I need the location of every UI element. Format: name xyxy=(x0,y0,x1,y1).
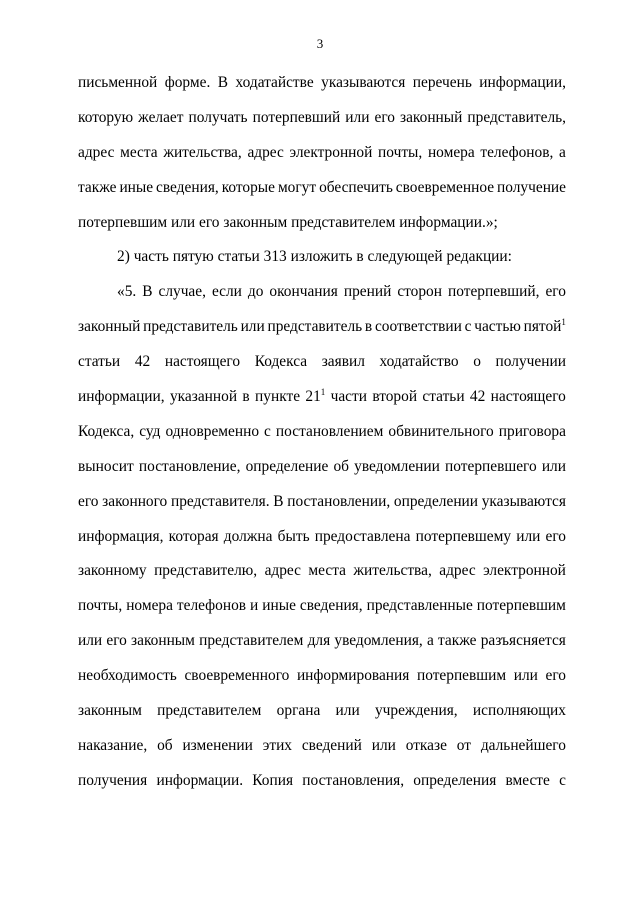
word: которая xyxy=(168,527,219,545)
text-line xyxy=(78,554,566,589)
word: разъясняется xyxy=(480,632,566,650)
word: или xyxy=(513,667,538,685)
word: предоставлена xyxy=(314,527,411,545)
word: постановление, xyxy=(138,457,241,475)
word: информации, xyxy=(78,388,165,406)
word: должна xyxy=(223,527,273,545)
word: этих xyxy=(262,736,292,754)
word: с xyxy=(264,422,271,440)
word: суд xyxy=(139,422,161,440)
word: его xyxy=(545,667,566,685)
word: если xyxy=(211,283,242,301)
word: окончания xyxy=(269,283,338,301)
text-line xyxy=(78,380,566,415)
word: 2) xyxy=(117,248,130,266)
text-line xyxy=(78,694,566,729)
text-line xyxy=(78,520,566,555)
word: электронной xyxy=(289,143,373,161)
word: дальнейшего xyxy=(480,736,566,754)
word: потерпевший, xyxy=(447,283,540,301)
word: иные xyxy=(262,597,296,615)
word: потерпевшим xyxy=(476,597,566,615)
word: определении xyxy=(393,492,479,510)
text-line xyxy=(78,66,566,101)
text-line xyxy=(78,485,566,520)
word: потерпевший xyxy=(252,108,341,126)
word: указываются xyxy=(481,492,566,510)
page-number: 3 xyxy=(316,36,324,51)
word: исполняющих xyxy=(472,702,566,720)
word: его xyxy=(545,283,566,301)
word: 42 xyxy=(469,388,486,406)
word: В xyxy=(273,492,284,510)
word: постановлении, xyxy=(287,492,391,510)
word: представителем xyxy=(291,213,396,231)
word: или xyxy=(541,457,566,475)
word: статьи xyxy=(422,388,465,406)
word: жительства, xyxy=(353,562,432,580)
word: письменной xyxy=(78,74,158,91)
word: определения xyxy=(413,771,497,789)
word: до xyxy=(247,283,264,301)
word: учреждения, xyxy=(374,702,458,720)
word: пункте xyxy=(255,388,301,406)
word: представленные xyxy=(366,597,473,615)
word: обеспечить xyxy=(319,178,393,196)
word: а xyxy=(559,143,566,161)
word: номера xyxy=(427,143,475,161)
word: форме. xyxy=(164,74,211,91)
word: о xyxy=(473,353,481,371)
word: законным xyxy=(223,213,288,231)
text-line xyxy=(78,345,566,380)
word: информации. xyxy=(156,771,244,789)
word: или xyxy=(171,213,196,231)
word: редакции: xyxy=(446,248,512,266)
word: его xyxy=(545,527,566,545)
word: $21^1$ xyxy=(305,387,326,406)
word: почты, xyxy=(378,143,423,161)
word: информация, xyxy=(78,527,164,545)
word: одновременно xyxy=(165,422,260,440)
word: сторон xyxy=(397,283,442,301)
word: его xyxy=(106,632,127,650)
word: указанной xyxy=(169,388,238,406)
text-line xyxy=(78,764,566,799)
superscript: 1 xyxy=(320,387,326,398)
word: Кодекса xyxy=(254,353,308,371)
word: в xyxy=(242,388,250,406)
word: ходатайство xyxy=(379,353,459,371)
word: быть xyxy=(277,527,310,545)
word: «5. xyxy=(117,283,137,301)
word: иные xyxy=(119,178,154,196)
word: Кодекса, xyxy=(78,422,135,440)
word: отказе xyxy=(405,736,447,754)
word: необходимость xyxy=(78,667,177,685)
word: своевременного xyxy=(184,667,290,685)
word: изменении xyxy=(182,736,253,754)
word: наказание, xyxy=(78,736,148,754)
word: постановлением xyxy=(275,422,384,440)
word: приговора xyxy=(498,422,566,440)
word: настоящего xyxy=(164,353,241,371)
word: информирования xyxy=(296,667,410,685)
text-line xyxy=(78,275,566,310)
word: статьи xyxy=(217,248,260,266)
word: статьи xyxy=(78,353,121,371)
text-line xyxy=(78,206,566,241)
word: в xyxy=(364,318,373,336)
word: электронной xyxy=(483,562,566,580)
word: почты, xyxy=(78,597,123,615)
text-line xyxy=(78,136,566,171)
word: сведения, xyxy=(156,178,219,196)
word: соответствии xyxy=(374,318,462,336)
word: В xyxy=(142,283,153,301)
word: части xyxy=(330,388,367,406)
word: или xyxy=(78,632,103,650)
word: или xyxy=(240,318,265,336)
word: настоящего xyxy=(490,388,566,406)
word: постановления, xyxy=(302,771,405,789)
word: места xyxy=(308,562,346,580)
text-line xyxy=(78,450,566,485)
word: а xyxy=(426,632,434,650)
word: представителю, xyxy=(154,562,258,580)
text-line xyxy=(78,415,566,450)
word: представителем xyxy=(199,632,304,650)
word: информации, xyxy=(479,74,566,91)
word: места xyxy=(120,143,158,161)
word: адрес xyxy=(264,562,301,580)
word: уведомления, xyxy=(334,632,423,650)
word: прений xyxy=(343,283,392,301)
superscript: 1 xyxy=(561,317,566,328)
word: для xyxy=(307,632,331,650)
word: и xyxy=(250,597,259,615)
word: которые xyxy=(221,178,275,196)
text-line xyxy=(78,729,566,764)
word: номера xyxy=(126,597,173,615)
word: его xyxy=(374,108,395,126)
word: органа xyxy=(276,702,321,720)
word: 313 xyxy=(263,248,287,266)
word: указываются xyxy=(321,74,406,91)
word: пятой$^1$ xyxy=(523,317,566,336)
word: своевременное xyxy=(395,178,495,196)
word: получение xyxy=(497,178,566,196)
word: вместе xyxy=(505,771,550,789)
word: потерпевшему xyxy=(415,527,512,545)
text-line xyxy=(78,240,566,275)
word: ходатайстве xyxy=(235,74,314,91)
text-line xyxy=(78,589,566,624)
word: изложить xyxy=(290,248,353,266)
word: законный xyxy=(400,108,463,126)
word: адрес xyxy=(78,143,115,161)
word: законному xyxy=(78,562,147,580)
word: уведомлении xyxy=(354,457,440,475)
word: сведения, xyxy=(299,597,363,615)
word: Копия xyxy=(252,771,294,789)
word: представитель xyxy=(143,318,238,336)
word: от xyxy=(456,736,471,754)
text-line xyxy=(78,171,566,206)
word: об xyxy=(333,457,350,475)
text-line xyxy=(78,310,566,345)
word: или xyxy=(371,736,396,754)
word: информации.»; xyxy=(399,213,498,231)
word: получении xyxy=(495,353,566,371)
word: частью xyxy=(474,318,521,336)
word: адрес xyxy=(439,562,476,580)
word: потерпевшим xyxy=(416,667,507,685)
word: часть xyxy=(133,248,169,266)
word: могут xyxy=(277,178,317,196)
word: 42 xyxy=(134,353,151,371)
word: адрес xyxy=(247,143,284,161)
word: или xyxy=(516,527,541,545)
word: или xyxy=(335,702,360,720)
word: его xyxy=(78,492,99,510)
word: с xyxy=(464,318,472,336)
word: перечень xyxy=(412,74,472,91)
word: получения xyxy=(78,771,148,789)
word: В xyxy=(217,74,229,91)
word: представителем xyxy=(157,702,262,720)
word: законный xyxy=(78,318,141,336)
text-line xyxy=(78,101,566,136)
word: также xyxy=(78,178,117,196)
word: представитель, xyxy=(467,108,566,126)
word: в xyxy=(356,248,364,266)
word: законного xyxy=(102,492,168,510)
body-text xyxy=(78,66,566,799)
word: представитель xyxy=(267,318,363,336)
word: второй xyxy=(372,388,418,406)
word: его xyxy=(199,213,220,231)
word: представителя. xyxy=(170,492,270,510)
word: законным xyxy=(78,702,142,720)
word: которую xyxy=(78,108,134,126)
word: телефонов xyxy=(176,597,247,615)
word: сведений xyxy=(301,736,362,754)
word: или xyxy=(345,108,370,126)
word: об xyxy=(157,736,173,754)
word: с xyxy=(559,771,566,789)
word: случае, xyxy=(158,283,206,301)
word: потерпевшим xyxy=(78,213,168,231)
word: желает xyxy=(138,108,184,126)
word: также xyxy=(438,632,477,650)
word: обвинительного xyxy=(388,422,494,440)
word: жительства, xyxy=(163,143,242,161)
word: телефонов, xyxy=(480,143,554,161)
word: определение xyxy=(245,457,329,475)
text-line xyxy=(78,624,566,659)
word: пятую xyxy=(172,248,214,266)
word: получать xyxy=(188,108,248,126)
word: потерпевшего xyxy=(445,457,537,475)
word: заявил xyxy=(321,353,365,371)
word: следующей xyxy=(367,248,443,266)
word: законным xyxy=(131,632,195,650)
text-line xyxy=(78,659,566,694)
word: выносит xyxy=(78,457,134,475)
